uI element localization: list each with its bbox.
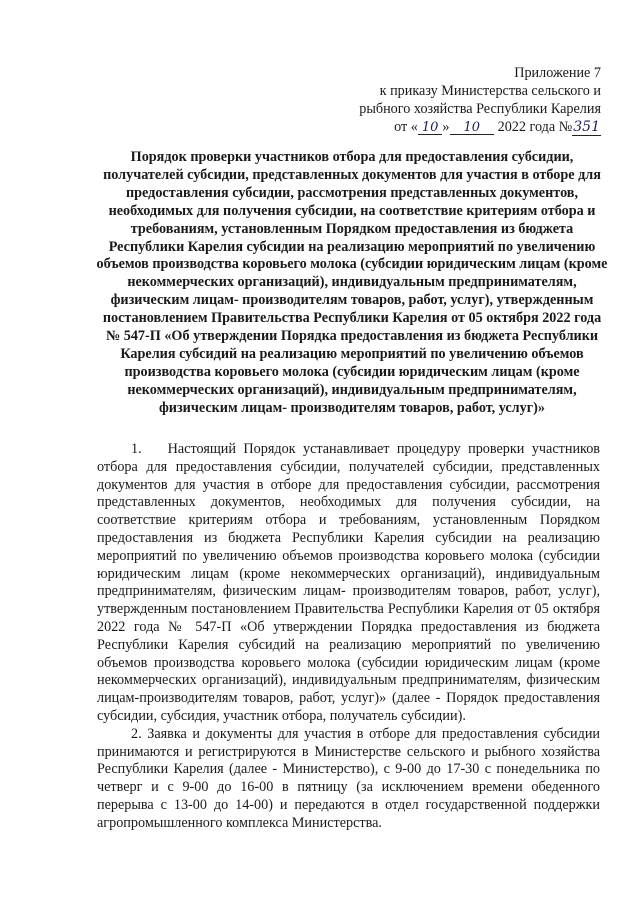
annex-date-line [281,118,601,136]
date-mid: » [442,119,450,135]
paragraph-text: Настоящий Порядок устанавливает процедуру проверки участников отбора для предоставления субсидии, получателей субсидии, представленных документов для участия в отборе для предоставления субсидии, рассмотрения представленных документов, необходимых для получения субсидии, на соответствие критериям отбора и требованиям, установленным Порядком предоставления из бюджета Республики Карелия субсидии на реализацию мероприятий по увеличению объемов производства коровьего молока (субсидии юридическим лицам (кроме некоммерческих организаций), индивидуальным предпринимателям, физическим лицам- производителям товаров, работ, услуг), утвержденным постановлением Правительства Республики Карелия от 05 октября 2022 года № 547-П «Об утверждении Порядка предоставления из бюджета Республики Карелия субсидий на реализацию мероприятий по увеличению объемов производства коровьего молока (субсидии юридическим лицам (кроме некоммерческих организаций), индивидуальным предпринимателям, физическим лицам-производителям товаров, работ, услуг)» (далее - Порядок предоставления субсидии, субсидия, участник отбора, получатель субсидии). [97,441,600,724]
handwritten-month: 10 [450,121,495,135]
document-title: Порядок проверки участников отбора для предоставления субсидии, получателей субсидии, представленных документов для участия в отборе для предоставления субсидии, рассмотрения представленных документов, необходимых для получения субсидии, на соответствие критериям отбора и требованиям, установленным Порядком предоставления из бюджета Республики Карелия субсидии на реализацию мероприятий по увеличению объемов производства коровьего молока (субсидии юридическим лицам (кроме некоммерческих организаций), индивидуальным предпринимателям, физическим лицам- производителям товаров, работ, услуг), утвержденным постановлением Правительства Республики Карелия от 05 октября 2022 года № 547-П «Об утверждении Порядка предоставления из бюджета Республики Карелия субсидий на реализацию мероприятий по увеличению объемов производства коровьего молока (субсидии юридическим лицам (кроме некоммерческих организаций), индивидуальным предпринимателям, физическим лицам- производителям товаров, работ, услуг)» [96,149,608,416]
date-year: 2022 года № [497,119,573,135]
annex-header [281,64,601,136]
paragraph-text: Заявка и документы для участия в отборе для предоставления субсидии принимаются и регистрируются в Министерстве сельского и рыбного хозяйства Республики Карелия (далее - Министерство), с 9-00 до 17-30 с понедельника по четверг и с 9-00 до 16-00 в пятницу (за исключением времени обеденного перерыва с 13-00 до 14-00) и передаются в отдел государственной поддержки агропромышленного комплекса Министерства. [97,725,601,831]
date-prefix: от « [394,119,418,135]
annex-title: Приложение 7 [514,65,601,81]
annex-order-ref: к приказу Министерства сельского и [379,83,601,99]
paragraph-2 [97,726,600,833]
document-body [97,441,600,833]
paragraph-number: 1. [131,441,142,457]
paragraph-1 [97,441,600,726]
handwritten-day: 10 [418,121,443,135]
paragraph-number: 2. [131,725,142,742]
annex-ministry: рыбного хозяйства Республики Карелия [359,101,601,117]
handwritten-order-number: 351 [573,119,600,135]
